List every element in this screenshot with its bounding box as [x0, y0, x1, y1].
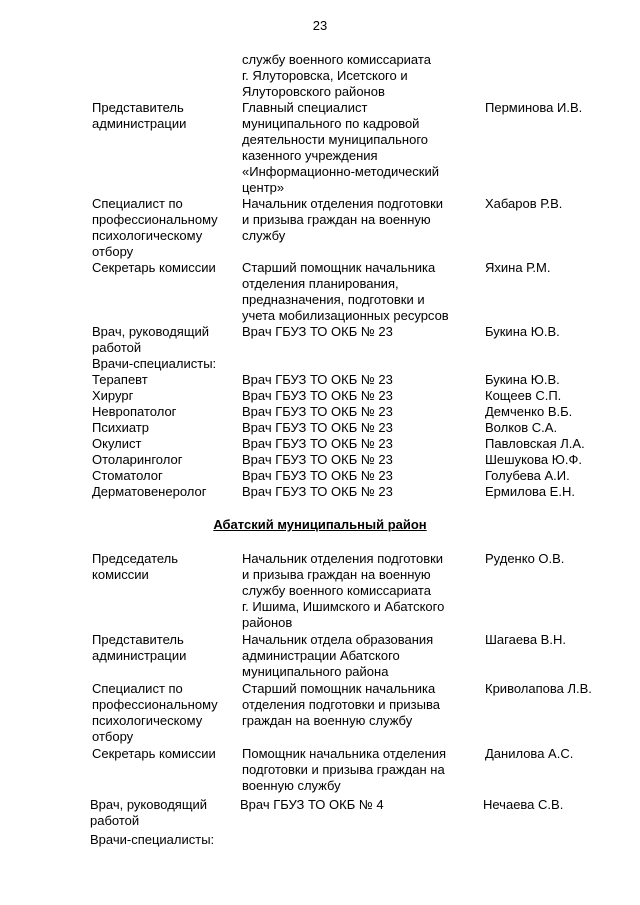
specialist-position: Врач ГБУЗ ТО ОКБ № 23 [242, 404, 393, 419]
member-role: работой [90, 813, 140, 828]
specialist-name: Кощеев С.П. [485, 388, 562, 403]
member-role: Специалист по [92, 196, 183, 211]
specialist-position: Врач ГБУЗ ТО ОКБ № 23 [242, 468, 393, 483]
member-role: психологическому [92, 713, 203, 728]
member-role: профессиональному [92, 697, 218, 712]
member-name: Яхина Р.М. [485, 260, 551, 275]
member-position: Врач ГБУЗ ТО ОКБ № 4 [240, 797, 384, 812]
member-role: Секретарь комиссии [92, 746, 216, 761]
specialist-role: Отоларинголог [92, 452, 183, 467]
member-name: Нечаева С.В. [483, 797, 564, 812]
specialist-name: Волков С.А. [485, 420, 558, 435]
member-name: Руденко О.В. [485, 551, 565, 566]
specialists-label: Врачи-специалисты: [90, 832, 215, 847]
member-name: Перминова И.В. [485, 100, 583, 115]
member-position: подготовки и призыва граждан на [242, 762, 445, 777]
specialist-role: Стоматолог [92, 468, 163, 483]
member-position: отделения планирования, [242, 276, 399, 291]
section-heading [0, 517, 640, 533]
member-role: Представитель [92, 632, 184, 647]
member-position: муниципального по кадровой [242, 116, 420, 131]
member-role: Секретарь комиссии [92, 260, 216, 275]
member-role: психологическому [92, 228, 203, 243]
member-position: Врач ГБУЗ ТО ОКБ № 23 [242, 324, 393, 339]
specialist-position: Врач ГБУЗ ТО ОКБ № 23 [242, 436, 393, 451]
specialist-name: Ермилова Е.Н. [485, 484, 575, 499]
specialist-position: Врач ГБУЗ ТО ОКБ № 23 [242, 420, 393, 435]
member-position: предназначения, подготовки и [242, 292, 425, 307]
member-name: Букина Ю.В. [485, 324, 560, 339]
member-position: районов [242, 615, 293, 630]
member-role: Врач, руководящий [90, 797, 208, 812]
member-position: муниципального района [242, 664, 389, 679]
member-position: Начальник отделения подготовки [242, 196, 444, 211]
member-position: деятельности муниципального [242, 132, 429, 147]
specialist-name: Голубева А.И. [485, 468, 570, 483]
specialist-position: Врач ГБУЗ ТО ОКБ № 23 [242, 372, 393, 387]
specialist-position: Врач ГБУЗ ТО ОКБ № 23 [242, 388, 393, 403]
member-position: службу военного комиссариата [242, 583, 431, 598]
page-number: 23 [312, 18, 328, 33]
specialist-name: Демченко В.Б. [485, 404, 573, 419]
specialists-label: Врачи-специалисты: [92, 356, 217, 371]
specialist-role: Хирург [92, 388, 134, 403]
member-position: и призыва граждан на военную [242, 567, 431, 582]
specialist-role: Дерматовенеролог [92, 484, 207, 499]
member-position: Помощник начальника отделения [242, 746, 447, 761]
member-role: отбору [92, 244, 134, 259]
member-position: учета мобилизационных ресурсов [242, 308, 449, 323]
member-position: Старший помощник начальника [242, 260, 436, 275]
member-name: Хабаров Р.В. [485, 196, 563, 211]
specialist-name: Шешукова Ю.Ф. [485, 452, 582, 467]
specialist-name: Павловская Л.А. [485, 436, 585, 451]
member-position: и призыва граждан на военную [242, 212, 431, 227]
member-name: Криволапова Л.В. [485, 681, 592, 696]
intro-line: г. Ялуторовска, Исетского и [242, 68, 408, 83]
specialist-position: Врач ГБУЗ ТО ОКБ № 23 [242, 452, 393, 467]
member-name: Данилова А.С. [485, 746, 574, 761]
specialist-role: Невропатолог [92, 404, 177, 419]
intro-line: службу военного комиссариата [242, 52, 431, 67]
member-role: администрации [92, 648, 187, 663]
member-position: Главный специалист [242, 100, 368, 115]
member-position: казенного учреждения [242, 148, 378, 163]
member-position: центр» [242, 180, 285, 195]
specialist-role: Психиатр [92, 420, 149, 435]
member-position: администрации Абатского [242, 648, 400, 663]
member-position: отделения подготовки и призыва [242, 697, 440, 712]
member-role: администрации [92, 116, 187, 131]
member-position: г. Ишима, Ишимского и Абатского [242, 599, 445, 614]
member-role: Представитель [92, 100, 184, 115]
intro-line: Ялуторовского районов [242, 84, 385, 99]
member-role: Специалист по [92, 681, 183, 696]
member-role: комиссии [92, 567, 149, 582]
specialist-role: Окулист [92, 436, 142, 451]
member-position: Начальник отделения подготовки [242, 551, 444, 566]
member-position: «Информационно-методический [242, 164, 439, 179]
specialist-position: Врач ГБУЗ ТО ОКБ № 23 [242, 484, 393, 499]
member-role: отбору [92, 729, 134, 744]
member-position: Начальник отдела образования [242, 632, 434, 647]
member-role: Врач, руководящий [92, 324, 210, 339]
member-role: Председатель [92, 551, 179, 566]
member-position: службу [242, 228, 286, 243]
member-position: Старший помощник начальника [242, 681, 436, 696]
section-heading-text: Абатский муниципальный район [213, 517, 427, 532]
specialist-role: Терапевт [92, 372, 148, 387]
member-position: военную службу [242, 778, 341, 793]
member-position: граждан на военную службу [242, 713, 413, 728]
member-role: работой [92, 340, 142, 355]
specialist-name: Букина Ю.В. [485, 372, 560, 387]
member-role: профессиональному [92, 212, 218, 227]
member-name: Шагаева В.Н. [485, 632, 566, 647]
